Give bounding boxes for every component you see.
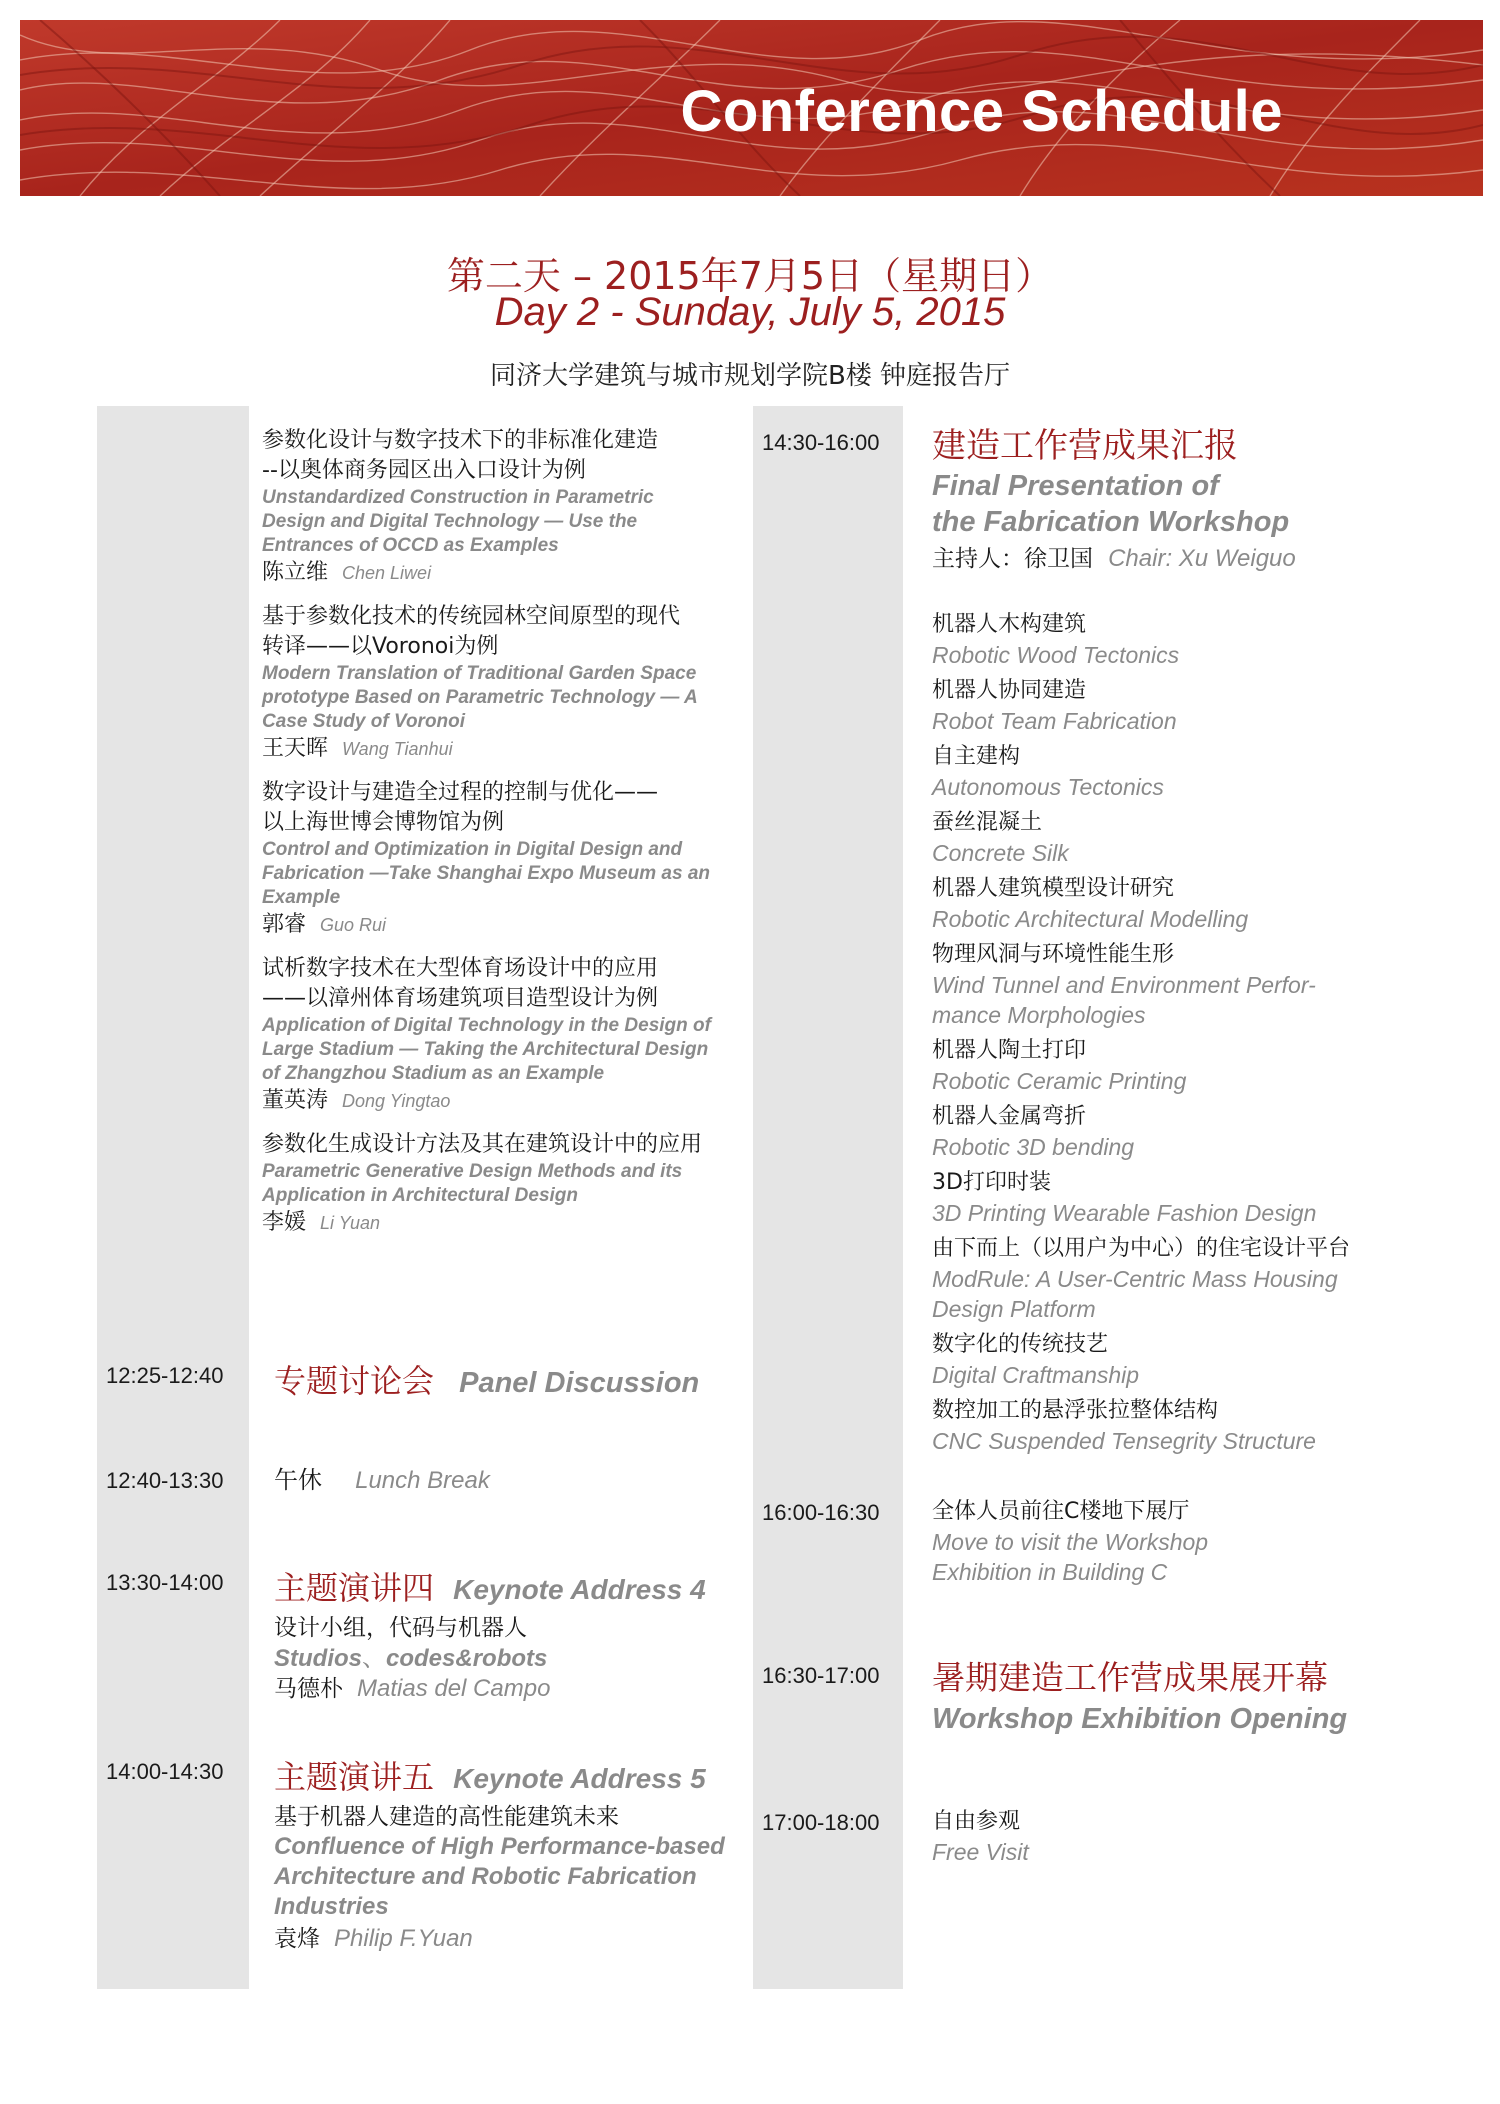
banner-title: Conference Schedule bbox=[680, 79, 1283, 144]
list-item: 由下而上（以用户为中心）的住宅设计平台 ModRule: A User-Centric Mass Housing Design Platform bbox=[932, 1236, 1351, 1322]
talk-title-en: Control and Optimization in Digital Design and Fabrication —Take Shanghai Expo Museum as an Example bbox=[262, 839, 711, 908]
panel-session bbox=[274, 1356, 699, 1402]
right-time-column bbox=[753, 406, 903, 1989]
talk-title-en: Modern Translation of Traditional Garden Space prototype Based on Parametric Technology — A Case Study of Voronoi bbox=[262, 663, 698, 732]
free-time: 17:00-18:00 bbox=[762, 1810, 880, 1835]
keynote4-session bbox=[274, 1563, 744, 1704]
talk-item bbox=[262, 778, 752, 940]
talk-item bbox=[262, 954, 752, 1116]
move-session bbox=[932, 1497, 1472, 1587]
panel-title-en: Panel Discussion bbox=[459, 1367, 700, 1399]
free-cn: 自由参观 bbox=[932, 1809, 1021, 1834]
list-item: 机器人建筑模型设计研究 Robotic Architectural Modelling bbox=[932, 876, 1249, 932]
talk-title-en: Parametric Generative Design Methods and its Application in Architectural Design bbox=[262, 1161, 683, 1206]
talk-title-cn: 数字设计与建造全过程的控制与优化—— 以上海世博会博物馆为例 bbox=[262, 780, 659, 835]
talk-title-cn: 试析数字技术在大型体育场设计中的应用 ——以漳州体育场建筑项目造型设计为例 bbox=[262, 956, 659, 1011]
talk-speaker: 王天晖 Wang Tianhui bbox=[262, 736, 453, 761]
panel-title-cn: 专题讨论会 bbox=[274, 1362, 435, 1400]
panel-time: 12:25-12:40 bbox=[106, 1363, 224, 1388]
lunch-en: Lunch Break bbox=[355, 1467, 490, 1494]
talk-title-en: Application of Digital Technology in the Design of Large Stadium — Taking the Architectural Design of Zhangzhou Stadium as an Example bbox=[262, 1015, 711, 1084]
final-title-cn: 建造工作营成果汇报 bbox=[932, 426, 1238, 466]
keynote4-topic-cn: 设计小组，代码与机器人 bbox=[274, 1615, 527, 1641]
opening-title-cn: 暑期建造工作营成果展开幕 bbox=[932, 1658, 1328, 1697]
keynote5-topic-cn: 基于机器人建造的高性能建筑未来 bbox=[274, 1804, 619, 1830]
lunch-cn: 午休 bbox=[274, 1466, 322, 1494]
list-item: 机器人陶土打印 Robotic Ceramic Printing bbox=[932, 1038, 1187, 1094]
keynote5-session bbox=[274, 1752, 744, 1954]
keynote5-topic-en: Confluence of High Performance-based Architecture and Robotic Fabrication Industries bbox=[274, 1833, 725, 1920]
opening-session bbox=[932, 1656, 1492, 1738]
talk-item bbox=[262, 1130, 752, 1238]
list-item: 物理风洞与环境性能生形 Wind Tunnel and Environment Perfor- mance Morphologies bbox=[932, 942, 1316, 1028]
keynote4-time: 13:30-14:00 bbox=[106, 1570, 224, 1595]
final-time: 14:30-16:00 bbox=[762, 430, 880, 455]
keynote4-title-en: Keynote Address 4 bbox=[453, 1574, 706, 1605]
keynote5-time: 14:00-14:30 bbox=[106, 1759, 224, 1784]
talk-title-en: Unstandardized Construction in Parametric Design and Digital Technology — Use the Entrances of OCCD as Examples bbox=[262, 487, 654, 556]
keynote5-title-cn: 主题演讲五 bbox=[274, 1758, 435, 1796]
talk-speaker: 董英涛 Dong Yingtao bbox=[262, 1088, 451, 1113]
free-en: Free Visit bbox=[932, 1839, 1029, 1865]
workshop-list bbox=[932, 610, 1472, 1456]
lunch-time: 12:40-13:30 bbox=[106, 1468, 224, 1493]
talk-speaker: 李媛 Li Yuan bbox=[262, 1210, 381, 1235]
talk-title-cn: 参数化设计与数字技术下的非标准化建造 --以奥体商务园区出入口设计为例 bbox=[262, 428, 659, 483]
move-en: Move to visit the Workshop Exhibition in Building C bbox=[932, 1529, 1209, 1585]
left-talks bbox=[262, 426, 752, 1238]
talk-title-cn: 参数化生成设计方法及其在建筑设计中的应用 bbox=[262, 1132, 703, 1157]
move-cn: 全体人员前往C楼地下展厅 bbox=[932, 1499, 1190, 1524]
venue: 同济大学建筑与城市规划学院B楼 钟庭报告厅 bbox=[489, 361, 1011, 391]
day-title-en: Day 2 - Sunday, July 5, 2015 bbox=[494, 290, 1006, 334]
final-chair: 主持人：徐卫国 Chair: Xu Weiguo bbox=[932, 545, 1296, 572]
opening-title-en: Workshop Exhibition Opening bbox=[932, 1703, 1348, 1735]
list-item: 数字化的传统技艺 Digital Craftmanship bbox=[932, 1332, 1140, 1388]
list-item: 蚕丝混凝土 Concrete Silk bbox=[932, 810, 1069, 866]
keynote4-title-cn: 主题演讲四 bbox=[274, 1569, 435, 1607]
list-item: 自主建构 Autonomous Tectonics bbox=[932, 744, 1164, 800]
keynote4-topic-en: Studios、codes&robots bbox=[274, 1644, 548, 1672]
talk-speaker: 陈立维 Chen Liwei bbox=[262, 560, 432, 585]
lunch-session bbox=[274, 1465, 490, 1495]
final-session bbox=[932, 424, 1472, 1462]
list-item: 机器人金属弯折 Robotic 3D bending bbox=[932, 1104, 1135, 1160]
left-time-column bbox=[97, 406, 249, 1989]
list-item: 3D打印时装 3D Printing Wearable Fashion Design bbox=[932, 1170, 1317, 1226]
keynote5-title-en: Keynote Address 5 bbox=[453, 1763, 706, 1794]
header-banner bbox=[20, 20, 1483, 196]
list-item: 机器人协同建造 Robot Team Fabrication bbox=[932, 678, 1177, 734]
talk-speaker: 郭睿 Guo Rui bbox=[262, 912, 387, 937]
keynote4-speaker: 马德朴 Matias del Campo bbox=[274, 1675, 551, 1702]
keynote5-speaker: 袁烽 Philip F.Yuan bbox=[274, 1925, 473, 1952]
final-title-en: Final Presentation of the Fabrication Workshop bbox=[932, 470, 1290, 538]
free-session bbox=[932, 1807, 1472, 1867]
talk-item bbox=[262, 426, 752, 588]
opening-time: 16:30-17:00 bbox=[762, 1663, 880, 1688]
talk-title-cn: 基于参数化技术的传统园林空间原型的现代 转译——以Voronoi为例 bbox=[262, 604, 681, 659]
list-item: 数控加工的悬浮张拉整体结构 CNC Suspended Tensegrity Structure bbox=[932, 1398, 1316, 1454]
day-title-cn: 第二天 – 2015年7月5日（星期日） bbox=[446, 254, 1054, 298]
talk-item bbox=[262, 602, 752, 764]
list-item: 机器人木构建筑 Robotic Wood Tectonics bbox=[932, 612, 1180, 668]
move-time: 16:00-16:30 bbox=[762, 1500, 880, 1525]
